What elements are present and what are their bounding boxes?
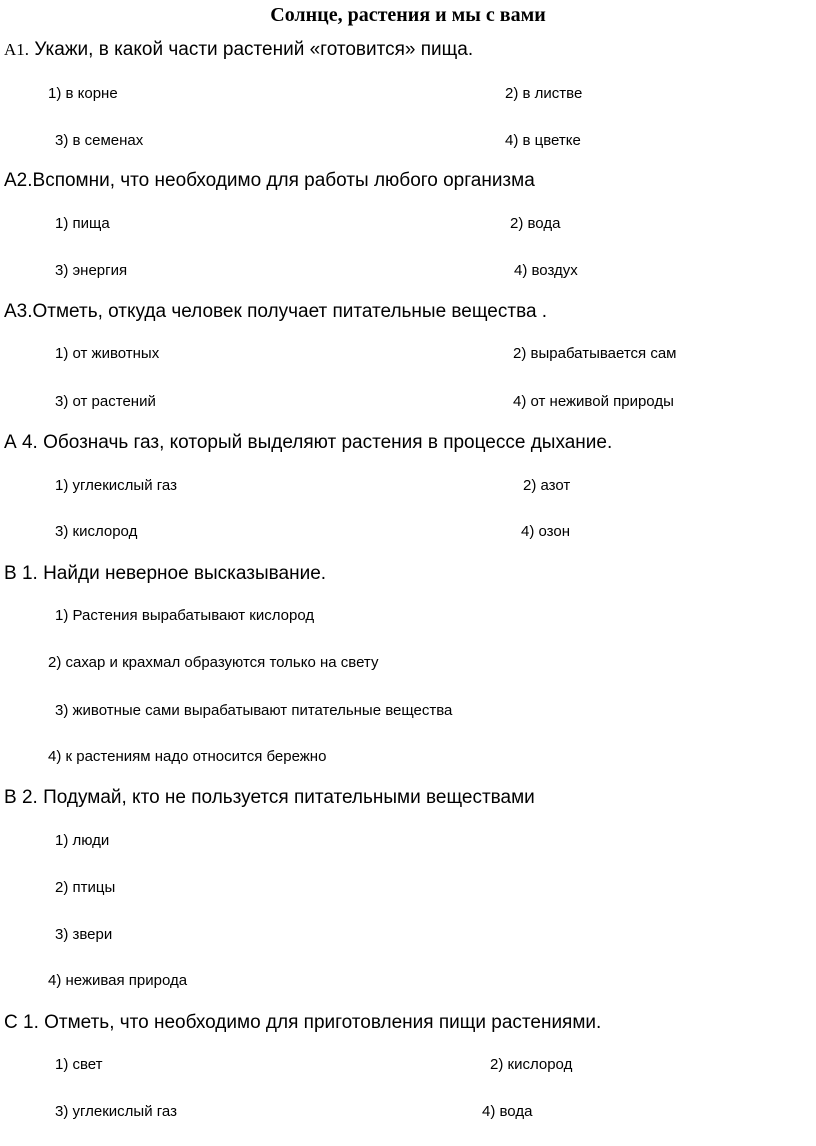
- question-a4: А 4. Обозначь газ, который выделяют растения в процессе дыхание.: [4, 432, 613, 453]
- option-c1-2: 2) кислород: [490, 1056, 573, 1073]
- option-a3-4: 4) от неживой природы: [513, 393, 674, 410]
- option-b1-4: 4) к растениям надо относится бережно: [48, 748, 327, 765]
- question-a3: А3.Отметь, откуда человек получает питательные вещества .: [4, 301, 548, 322]
- question-b2: В 2. Подумай, кто не пользуется питательными веществами: [4, 787, 535, 808]
- option-b2-2: 2) птицы: [55, 879, 116, 896]
- option-a3-3: 3) от растений: [55, 393, 156, 410]
- option-a2-2: 2) вода: [510, 215, 561, 232]
- document-title: Солнце, растения и мы с вами: [270, 4, 546, 26]
- option-c1-4: 4) вода: [482, 1103, 533, 1120]
- option-a1-1: 1) в корне: [48, 85, 118, 102]
- option-a3-2: 2) вырабатывается сам: [513, 345, 677, 362]
- option-a2-4: 4) воздух: [514, 262, 578, 279]
- question-a1-prefix: А1.: [4, 40, 30, 59]
- question-a1-text: Укажи, в какой части растений «готовится» пища.: [34, 39, 474, 60]
- option-b2-3: 3) звери: [55, 926, 113, 943]
- option-a4-3: 3) кислород: [55, 523, 138, 540]
- question-a2: А2.Вспомни, что необходимо для работы любого организма: [4, 170, 535, 191]
- option-a4-4: 4) озон: [521, 523, 571, 540]
- option-b2-1: 1) люди: [55, 832, 110, 849]
- question-c1: С 1. Отметь, что необходимо для приготовления пищи растениями.: [4, 1012, 602, 1033]
- option-a4-1: 1) углекислый газ: [55, 477, 177, 494]
- option-a1-2: 2) в листве: [505, 85, 583, 102]
- option-b1-2: 2) сахар и крахмал образуются только на свету: [48, 654, 379, 671]
- option-b2-4: 4) неживая природа: [48, 972, 188, 989]
- option-a4-2: 2) азот: [523, 477, 571, 494]
- option-a1-4: 4) в цветке: [505, 132, 581, 149]
- option-c1-1: 1) свет: [55, 1056, 103, 1073]
- question-b1: В 1. Найди неверное высказывание.: [4, 563, 327, 584]
- option-a2-1: 1) пища: [55, 215, 110, 232]
- option-a3-1: 1) от животных: [55, 345, 160, 362]
- option-a1-3: 3) в семенах: [55, 132, 144, 149]
- option-b1-1: 1) Растения вырабатывают кислород: [55, 607, 315, 624]
- option-b1-3: 3) животные сами вырабатывают питательные вещества: [55, 702, 453, 719]
- option-c1-3: 3) углекислый газ: [55, 1103, 177, 1120]
- option-a2-3: 3) энергия: [55, 262, 128, 279]
- question-a1: [4, 40, 473, 59]
